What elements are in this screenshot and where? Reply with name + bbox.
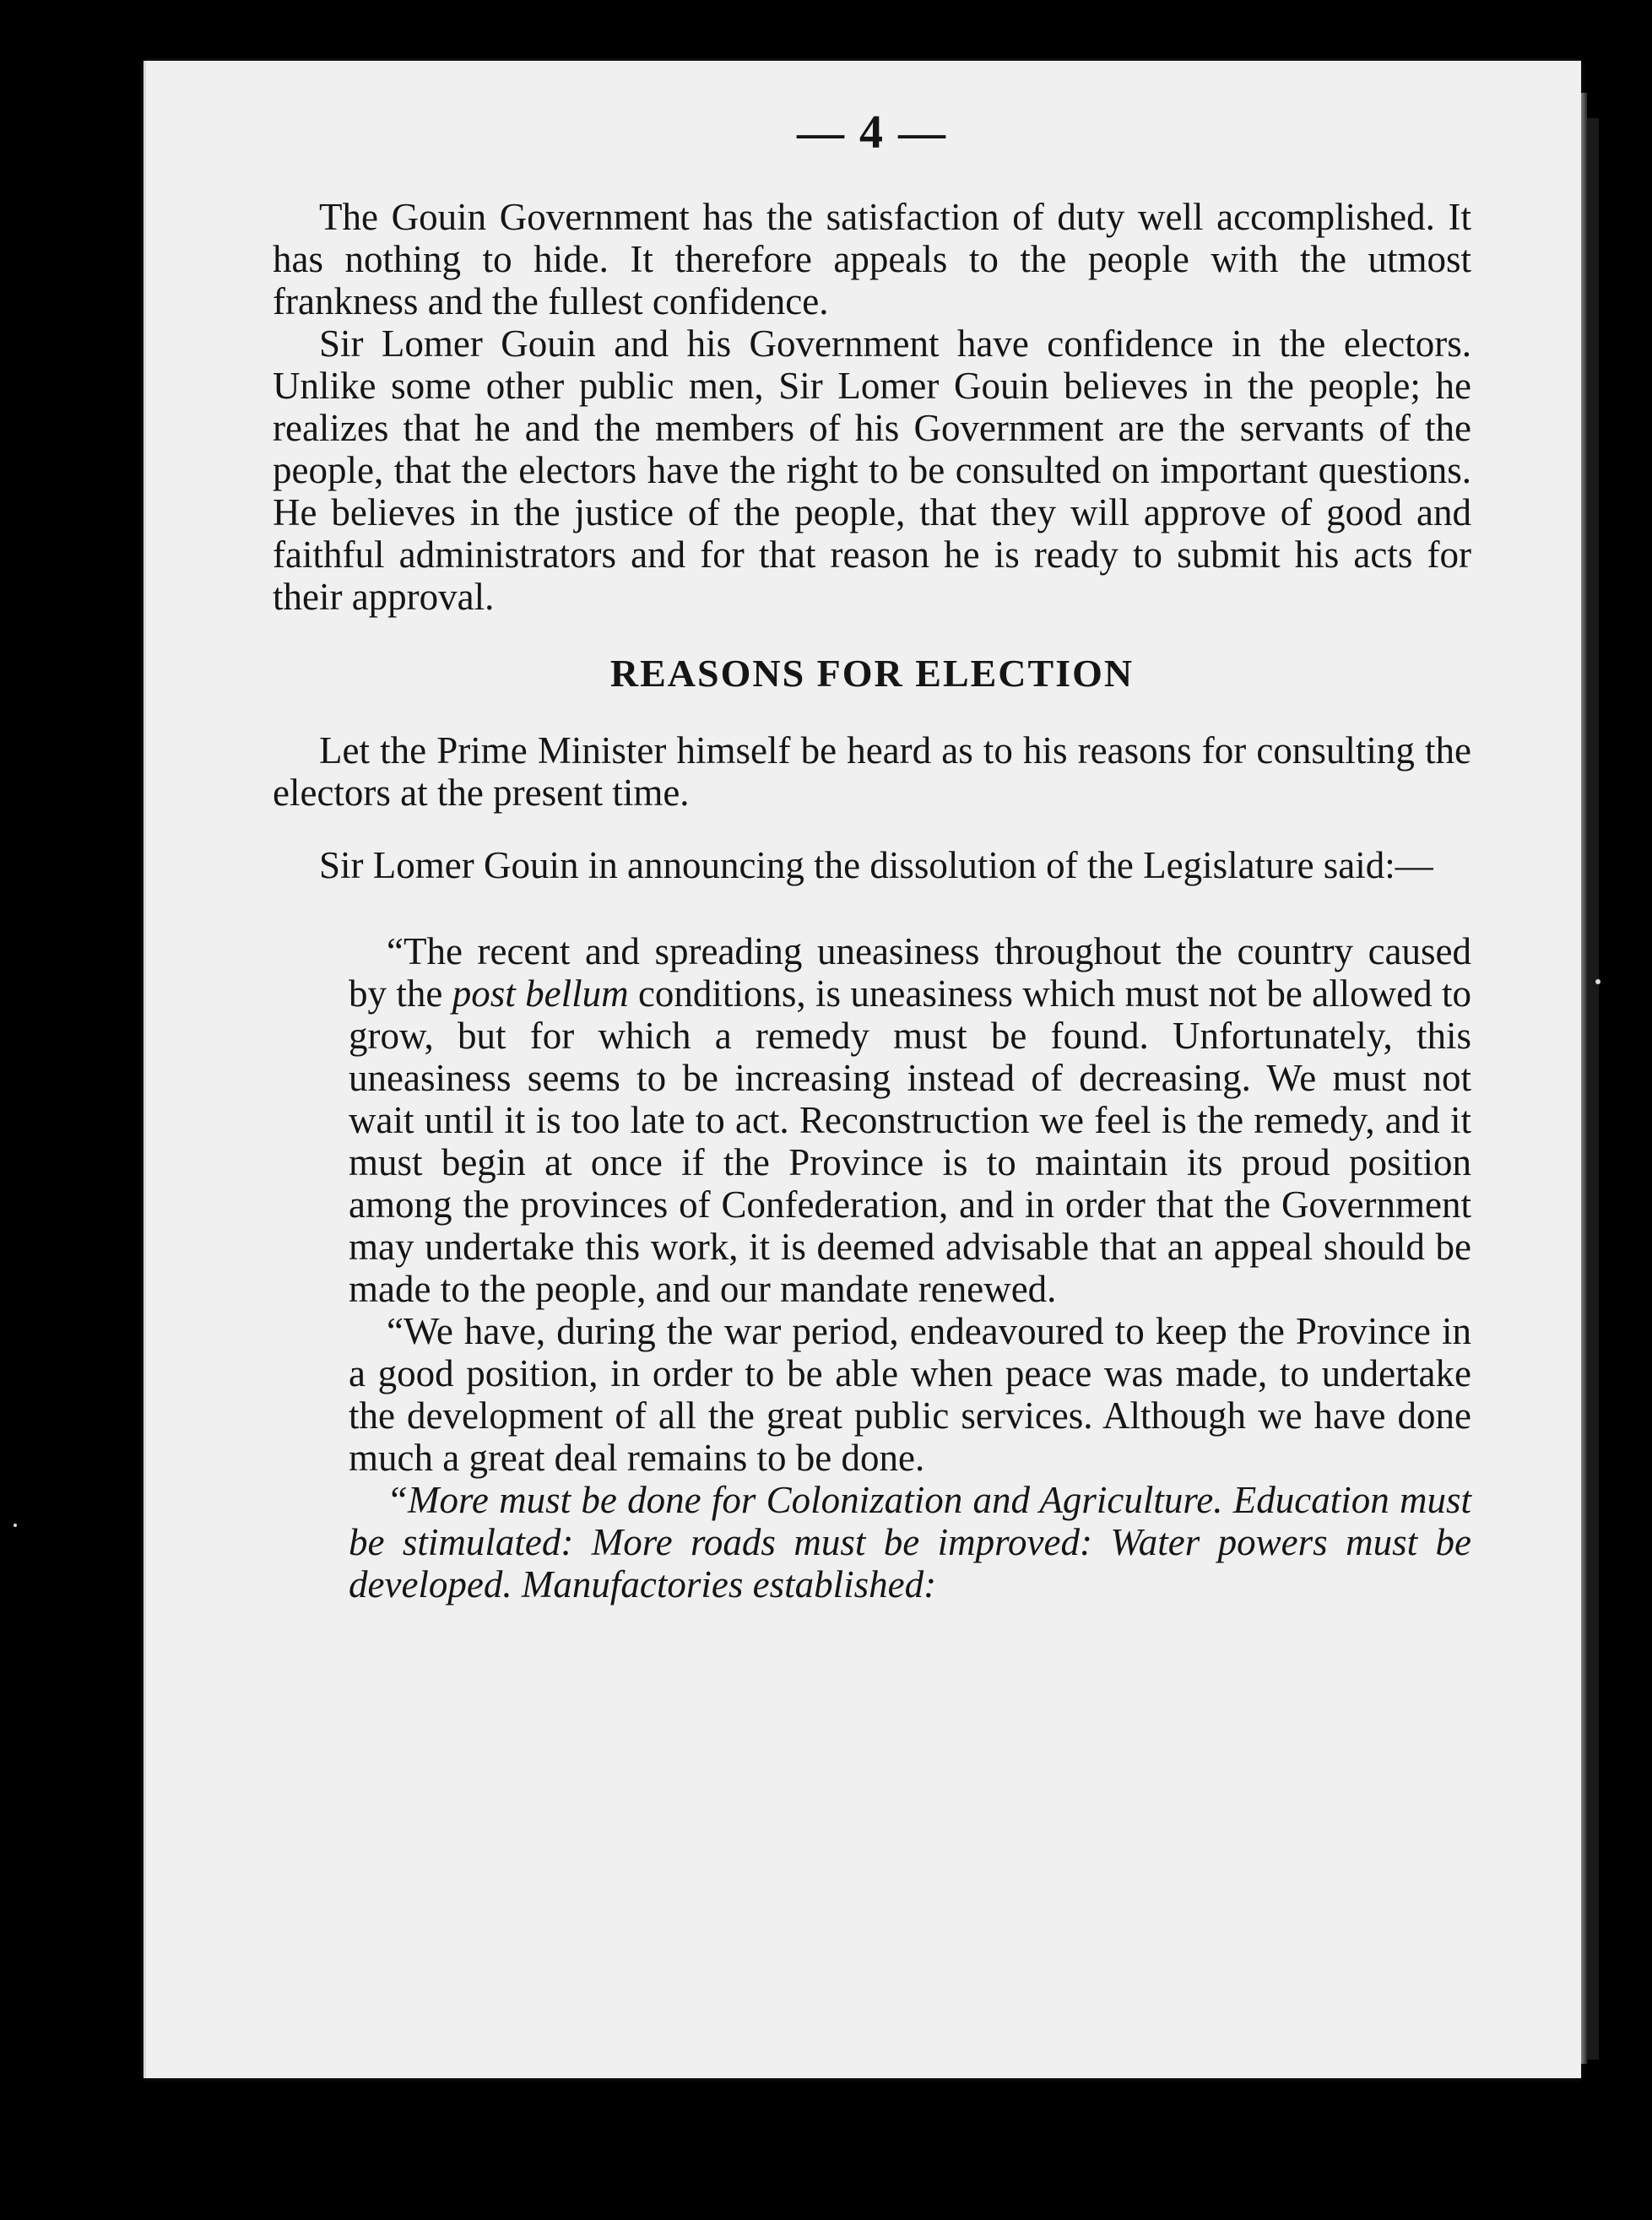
quote-paragraph-2: “We have, during the war period, endeavoured to keep the Province in a good position, in order to be able when peace was made, to undertake the development of all the great public services. Although we have done much a great deal remains to be done. [349, 1310, 1471, 1479]
spacer [273, 814, 1471, 844]
quote-paragraph-1 [349, 930, 1471, 1310]
quote-text: “The recent and spreading uneasiness throughout the country caused by the [349, 930, 1471, 1015]
page-content [273, 103, 1471, 1605]
document-page [144, 61, 1581, 2078]
scan-speck [1595, 979, 1601, 984]
section-heading: REASONS FOR ELECTION [609, 652, 1135, 695]
quote-italic-term: post bellum [452, 972, 629, 1015]
intro-paragraph-2: Sir Lomer Gouin and his Government have confidence in the electors. Unlike some other public men, Sir Lomer Gouin believes in the people; he realizes that he and the members of his Government are the servants of the people, that the electors have the right to be consulted on important questions. He believes in the justice of the people, that they will approve of good and faithful administrators and for that reason he is ready to submit his acts for their approval. [273, 322, 1471, 618]
quote-intro-paragraph: Sir Lomer Gouin in announcing the dissolution of the Legislature said:— [319, 844, 1433, 886]
scan-speck [14, 1524, 17, 1527]
spacer [273, 699, 1471, 729]
page-number: — 4 — [797, 106, 947, 159]
block-quote [349, 930, 1471, 1605]
spacer [273, 886, 1471, 917]
quote-text: conditions, is uneasiness which must not be allowed to grow, but for which a remedy must be found. Unfortunately, this uneasiness seems to be increasing instead of decreasing. We must not wait until it is too late to act. Reconstruction we feel is the remedy, and it must begin at once if the Province is to maintain its proud position among the provinces of Confederation, and in order that the Government may undertake this work, it is deemed advisable that an appeal should be made to the people, and our mandate renewed. [349, 972, 1471, 1310]
intro-paragraph-1: The Gouin Government has the satisfaction of duty well accomplished. It has nothing to hide. It therefore appeals to the people with the utmost frankness and the fullest confidence. [273, 196, 1471, 322]
lead-paragraph: Let the Prime Minister himself be heard as to his reasons for consulting the electors at the present time. [273, 729, 1471, 814]
page-shadow [1587, 118, 1599, 2060]
spacer [273, 618, 1471, 648]
quote-paragraph-3: “More must be done for Colonization and Agriculture. Education must be stimulated: More roads must be improved: Water powers must be developed. Manufactories established: [349, 1479, 1471, 1605]
spacer [273, 917, 1471, 930]
